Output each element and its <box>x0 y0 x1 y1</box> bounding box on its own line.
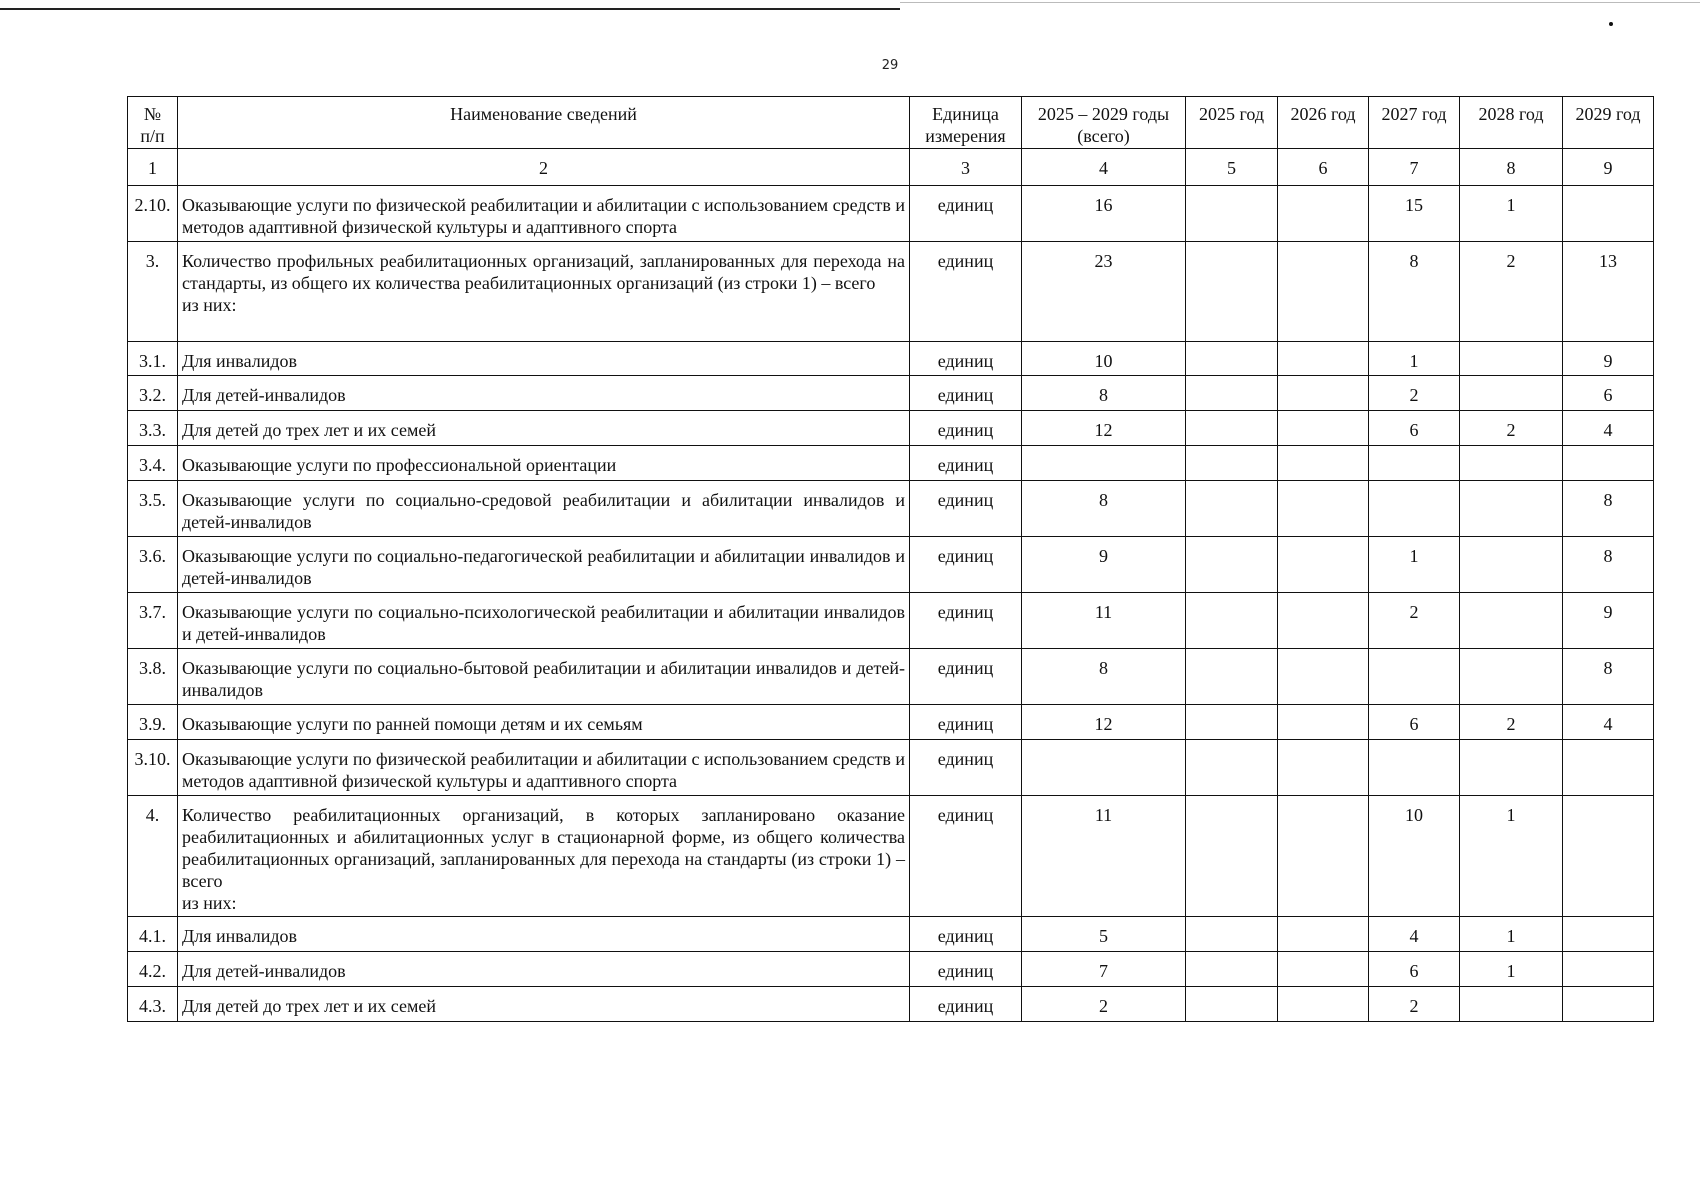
row-2027: 6 <box>1369 411 1460 446</box>
row-2026 <box>1278 242 1369 342</box>
data-table <box>127 96 1654 1022</box>
row-name: Количество реабилитационных организаций, в которых запланировано оказание реабилитационных и абилитационных услуг в стационарной форме, из общего количества реабилитационных организаций, запланированных для перехода на стандарты (из строки 1) – всего из них: <box>178 796 910 917</box>
row-2029: 4 <box>1563 705 1654 740</box>
table-row <box>128 917 1654 952</box>
row-unit: единиц <box>910 987 1022 1022</box>
column-index: 2 <box>178 149 910 186</box>
row-unit: единиц <box>910 796 1022 917</box>
header-2028: 2028 год <box>1460 97 1563 149</box>
column-index: 3 <box>910 149 1022 186</box>
row-total: 8 <box>1022 481 1186 537</box>
row-total: 16 <box>1022 186 1186 242</box>
row-unit: единиц <box>910 411 1022 446</box>
header-2029: 2029 год <box>1563 97 1654 149</box>
row-2028: 1 <box>1460 796 1563 917</box>
row-2025 <box>1186 649 1278 705</box>
row-total: 8 <box>1022 649 1186 705</box>
row-unit: единиц <box>910 705 1022 740</box>
row-2029 <box>1563 740 1654 796</box>
row-number: 3.1. <box>128 342 178 376</box>
row-2026 <box>1278 411 1369 446</box>
row-2025 <box>1186 796 1278 917</box>
row-total: 23 <box>1022 242 1186 342</box>
row-name: Оказывающие услуги по профессиональной ориентации <box>178 446 910 481</box>
row-total <box>1022 740 1186 796</box>
row-number: 3.10. <box>128 740 178 796</box>
row-2029: 13 <box>1563 242 1654 342</box>
row-name: Оказывающие услуги по ранней помощи детям и их семьям <box>178 705 910 740</box>
row-number: 3. <box>128 242 178 342</box>
row-2025 <box>1186 411 1278 446</box>
row-2026 <box>1278 917 1369 952</box>
row-2028 <box>1460 376 1563 411</box>
table-row <box>128 705 1654 740</box>
row-2025 <box>1186 481 1278 537</box>
row-2025 <box>1186 593 1278 649</box>
row-2027: 6 <box>1369 952 1460 987</box>
row-number: 4.3. <box>128 987 178 1022</box>
row-2029: 8 <box>1563 649 1654 705</box>
row-2027 <box>1369 649 1460 705</box>
row-number: 4. <box>128 796 178 917</box>
row-2027: 2 <box>1369 593 1460 649</box>
row-number: 3.2. <box>128 376 178 411</box>
row-2028: 2 <box>1460 705 1563 740</box>
row-2027: 4 <box>1369 917 1460 952</box>
row-name: Для детей до трех лет и их семей <box>178 987 910 1022</box>
row-2026 <box>1278 796 1369 917</box>
row-2028 <box>1460 481 1563 537</box>
table-row <box>128 796 1654 917</box>
row-2028 <box>1460 740 1563 796</box>
row-unit: единиц <box>910 649 1022 705</box>
column-index: 6 <box>1278 149 1369 186</box>
row-2025 <box>1186 740 1278 796</box>
row-name: Оказывающие услуги по социально-бытовой реабилитации и абилитации инвалидов и детей-инвалидов <box>178 649 910 705</box>
row-2028: 1 <box>1460 917 1563 952</box>
row-2029: 4 <box>1563 411 1654 446</box>
row-unit: единиц <box>910 537 1022 593</box>
header-2025: 2025 год <box>1186 97 1278 149</box>
header-unit: Единица измерения <box>910 97 1022 149</box>
row-number: 2.10. <box>128 186 178 242</box>
row-2027 <box>1369 446 1460 481</box>
row-total: 10 <box>1022 342 1186 376</box>
row-2029: 8 <box>1563 481 1654 537</box>
row-unit: единиц <box>910 740 1022 796</box>
row-total: 11 <box>1022 796 1186 917</box>
row-2025 <box>1186 705 1278 740</box>
row-2026 <box>1278 376 1369 411</box>
row-2025 <box>1186 537 1278 593</box>
table-row <box>128 411 1654 446</box>
header-2027: 2027 год <box>1369 97 1460 149</box>
row-total: 12 <box>1022 705 1186 740</box>
row-2029: 8 <box>1563 537 1654 593</box>
row-2026 <box>1278 342 1369 376</box>
row-name: Для инвалидов <box>178 342 910 376</box>
row-number: 3.6. <box>128 537 178 593</box>
scan-speck <box>1609 22 1613 26</box>
row-2029: 6 <box>1563 376 1654 411</box>
row-name: Для детей-инвалидов <box>178 376 910 411</box>
scan-edge-line-faint <box>900 2 1700 3</box>
table-header <box>128 97 1654 186</box>
row-2026 <box>1278 446 1369 481</box>
table-row <box>128 242 1654 342</box>
row-total: 9 <box>1022 537 1186 593</box>
row-2029 <box>1563 446 1654 481</box>
table-row <box>128 186 1654 242</box>
header-2026: 2026 год <box>1278 97 1369 149</box>
table-row <box>128 537 1654 593</box>
column-index: 9 <box>1563 149 1654 186</box>
row-2025 <box>1186 376 1278 411</box>
row-2028: 1 <box>1460 186 1563 242</box>
row-name: Оказывающие услуги по социально-психологической реабилитации и абилитации инвалидов и детей-инвалидов <box>178 593 910 649</box>
row-2028 <box>1460 342 1563 376</box>
table-row <box>128 987 1654 1022</box>
header-name: Наименование сведений <box>178 97 910 149</box>
row-name: Оказывающие услуги по социально-средовой реабилитации и абилитации инвалидов и детей-инвалидов <box>178 481 910 537</box>
table-row <box>128 740 1654 796</box>
row-total: 7 <box>1022 952 1186 987</box>
column-index: 8 <box>1460 149 1563 186</box>
row-2026 <box>1278 952 1369 987</box>
row-2027: 10 <box>1369 796 1460 917</box>
row-2027: 1 <box>1369 537 1460 593</box>
row-total: 11 <box>1022 593 1186 649</box>
table-body <box>128 186 1654 1022</box>
row-2026 <box>1278 186 1369 242</box>
row-2027: 15 <box>1369 186 1460 242</box>
row-2026 <box>1278 593 1369 649</box>
row-2027: 6 <box>1369 705 1460 740</box>
row-2026 <box>1278 987 1369 1022</box>
row-unit: единиц <box>910 376 1022 411</box>
row-unit: единиц <box>910 952 1022 987</box>
row-2029 <box>1563 796 1654 917</box>
row-unit: единиц <box>910 342 1022 376</box>
row-2028 <box>1460 593 1563 649</box>
row-2029 <box>1563 186 1654 242</box>
column-index-row <box>128 149 1654 186</box>
row-name: Оказывающие услуги по физической реабилитации и абилитации с использованием средств и методов адаптивной физической культуры и адаптивного спорта <box>178 740 910 796</box>
table-row <box>128 446 1654 481</box>
row-total: 12 <box>1022 411 1186 446</box>
row-2028 <box>1460 649 1563 705</box>
row-name: Для детей-инвалидов <box>178 952 910 987</box>
table-row <box>128 481 1654 537</box>
row-2026 <box>1278 481 1369 537</box>
row-2027: 1 <box>1369 342 1460 376</box>
row-unit: единиц <box>910 917 1022 952</box>
table-row <box>128 952 1654 987</box>
header-num: № п/п <box>128 97 178 149</box>
table-row <box>128 376 1654 411</box>
row-unit: единиц <box>910 593 1022 649</box>
row-2025 <box>1186 987 1278 1022</box>
row-total: 2 <box>1022 987 1186 1022</box>
scan-edge-line <box>0 8 900 10</box>
table-row <box>128 593 1654 649</box>
row-2026 <box>1278 740 1369 796</box>
row-2028 <box>1460 537 1563 593</box>
row-name: Оказывающие услуги по социально-педагогической реабилитации и абилитации инвалидов и детей-инвалидов <box>178 537 910 593</box>
table-row <box>128 342 1654 376</box>
row-name: Для детей до трех лет и их семей <box>178 411 910 446</box>
row-unit: единиц <box>910 481 1022 537</box>
row-number: 3.8. <box>128 649 178 705</box>
row-2027: 2 <box>1369 376 1460 411</box>
row-2027 <box>1369 740 1460 796</box>
header-total: 2025 – 2029 годы (всего) <box>1022 97 1186 149</box>
row-2029 <box>1563 917 1654 952</box>
row-2029 <box>1563 952 1654 987</box>
row-number: 4.2. <box>128 952 178 987</box>
row-number: 4.1. <box>128 917 178 952</box>
row-unit: единиц <box>910 186 1022 242</box>
row-2028 <box>1460 446 1563 481</box>
column-index: 7 <box>1369 149 1460 186</box>
row-total: 5 <box>1022 917 1186 952</box>
row-2027: 2 <box>1369 987 1460 1022</box>
row-2028: 2 <box>1460 242 1563 342</box>
row-total: 8 <box>1022 376 1186 411</box>
row-2025 <box>1186 917 1278 952</box>
row-number: 3.7. <box>128 593 178 649</box>
column-index: 4 <box>1022 149 1186 186</box>
row-number: 3.3. <box>128 411 178 446</box>
row-2027 <box>1369 481 1460 537</box>
row-2026 <box>1278 537 1369 593</box>
row-number: 3.5. <box>128 481 178 537</box>
row-name: Количество профильных реабилитационных организаций, запланированных для перехода на стандарты, из общего их количества реабилитационных организаций (из строки 1) – всего из них: <box>178 242 910 342</box>
row-2025 <box>1186 446 1278 481</box>
row-2026 <box>1278 705 1369 740</box>
row-number: 3.9. <box>128 705 178 740</box>
row-2025 <box>1186 242 1278 342</box>
row-2028: 1 <box>1460 952 1563 987</box>
row-2025 <box>1186 186 1278 242</box>
table-row <box>128 649 1654 705</box>
row-2028 <box>1460 987 1563 1022</box>
row-2029: 9 <box>1563 593 1654 649</box>
row-2029 <box>1563 987 1654 1022</box>
row-2029: 9 <box>1563 342 1654 376</box>
row-name: Для инвалидов <box>178 917 910 952</box>
row-total <box>1022 446 1186 481</box>
row-2025 <box>1186 342 1278 376</box>
column-index: 1 <box>128 149 178 186</box>
row-unit: единиц <box>910 446 1022 481</box>
row-number: 3.4. <box>128 446 178 481</box>
row-unit: единиц <box>910 242 1022 342</box>
row-name: Оказывающие услуги по физической реабилитации и абилитации с использованием средств и методов адаптивной физической культуры и адаптивного спорта <box>178 186 910 242</box>
row-2027: 8 <box>1369 242 1460 342</box>
row-2028: 2 <box>1460 411 1563 446</box>
column-index: 5 <box>1186 149 1278 186</box>
row-2026 <box>1278 649 1369 705</box>
page-number: 29 <box>881 58 899 73</box>
row-2025 <box>1186 952 1278 987</box>
